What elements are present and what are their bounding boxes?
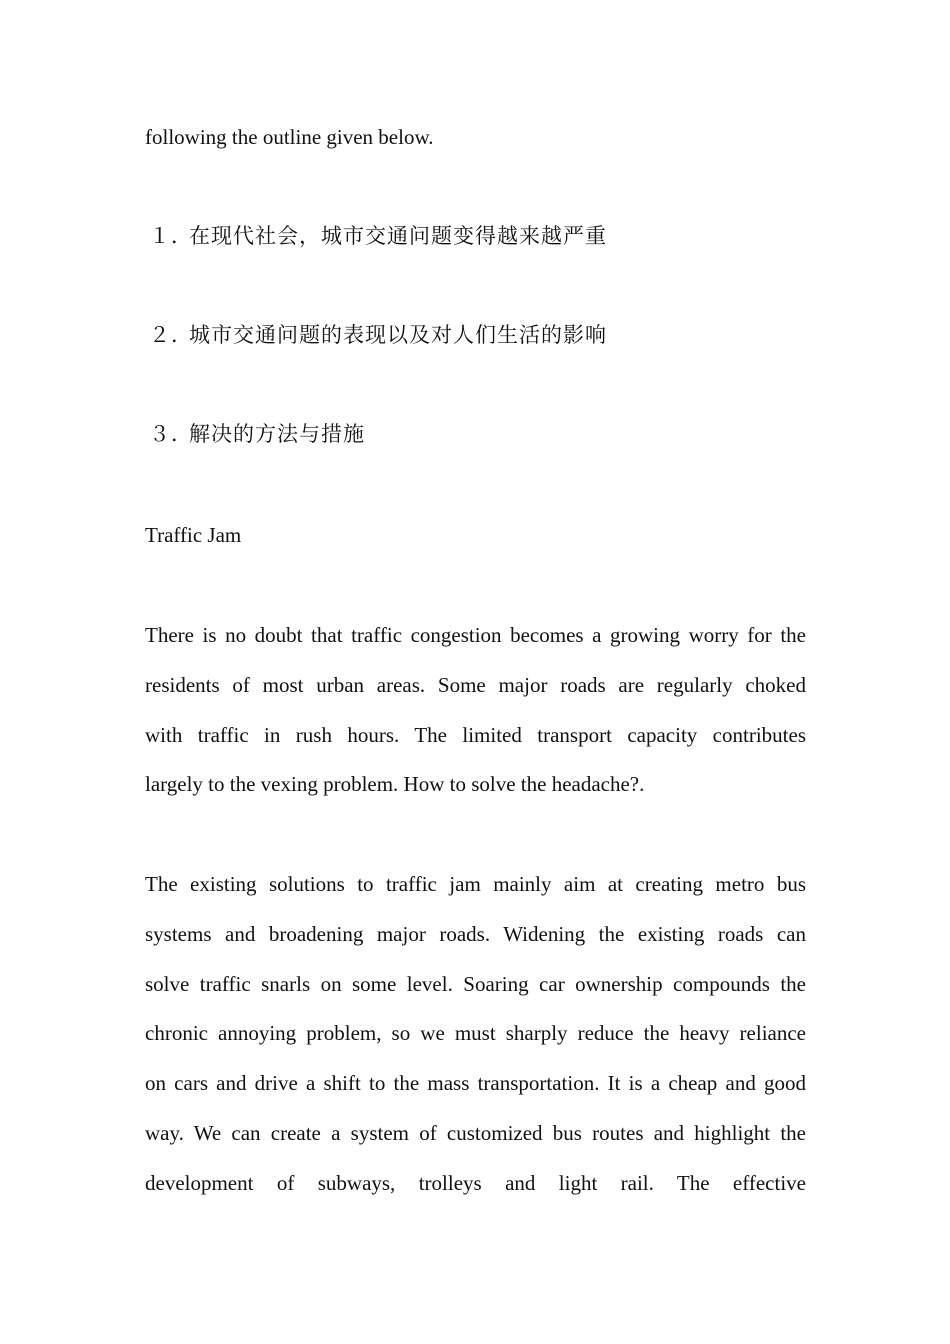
- paragraph-line: chronic annoying problem, so we must sharply reduce the heavy reliance: [145, 1021, 806, 1045]
- outline-item-1: [149, 221, 607, 251]
- intro-line: following the outline given below.: [145, 125, 434, 149]
- outline-text: 在现代社会，城市交通问题变得越来越严重: [189, 224, 607, 248]
- outline-item-2: [149, 320, 607, 350]
- paragraph-line: with traffic in rush hours. The limited transport capacity contributes: [145, 723, 806, 747]
- paragraph-line: systems and broadening major roads. Widening the existing roads can: [145, 922, 806, 946]
- paragraph-line: on cars and drive a shift to the mass transportation. It is a cheap and good: [145, 1071, 806, 1095]
- essay-title: Traffic Jam: [145, 523, 242, 547]
- paragraph-line: solve traffic snarls on some level. Soaring car ownership compounds the: [145, 972, 806, 996]
- outline-number: ２．: [149, 323, 193, 347]
- paragraph-line: way. We can create a system of customized bus routes and highlight the: [145, 1121, 806, 1145]
- paragraph-line: The existing solutions to traffic jam mainly aim at creating metro bus: [145, 872, 806, 896]
- outline-text: 城市交通问题的表现以及对人们生活的影响: [189, 323, 607, 347]
- outline-number: ３．: [149, 422, 193, 446]
- outline-item-3: [149, 419, 365, 449]
- paragraph-line: development of subways, trolleys and light rail. The effective: [145, 1171, 806, 1195]
- paragraph-line: residents of most urban areas. Some major roads are regularly choked: [145, 673, 806, 697]
- outline-number: １．: [149, 224, 193, 248]
- paragraph-line: largely to the vexing problem. How to solve the headache?.: [145, 772, 645, 796]
- paragraph-line: There is no doubt that traffic congestion becomes a growing worry for the: [145, 623, 806, 647]
- outline-text: 解决的方法与措施: [189, 422, 365, 446]
